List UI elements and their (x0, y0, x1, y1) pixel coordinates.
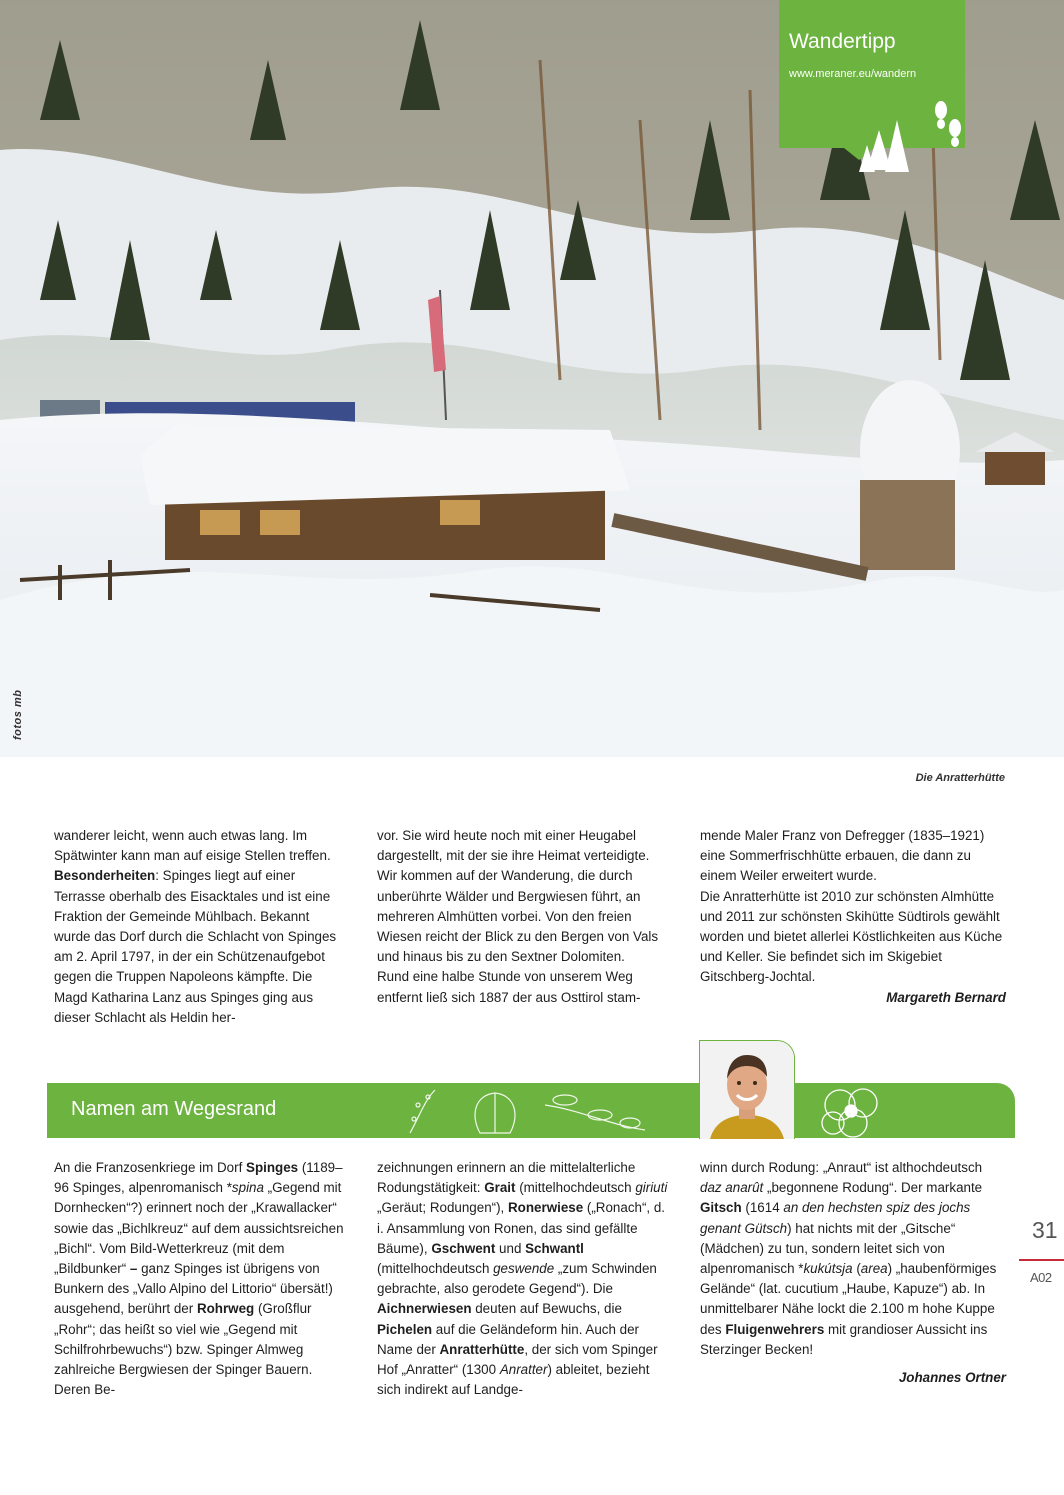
page-number: 31 (1032, 1217, 1058, 1243)
article2-paragraph: An die Franzosenkriege im Dorf Spinges (1189–96 Spinges, alpenromanisch *spina „Gegend mit Dornhecken“?) erinnert noch der „Krawallacker“ sowie das „Bichlkreuz“ auf dem aussichtsreichen „Bichl“. Vom Bild-Wetterkreuz (mit dem „Bildbunker“ – ganz Spinges ist übrigens von Bunkern des „Vallo Alpino del Littorio“ übersät!) ausgehend, berührt der Rohrweg (Großflur „Rohr“; das heißt so viel wie „Gegend mit Schilfrohrbewuchs“) bzw. Spinger Almweg zahlreiche Bergwiesen der Spinger Bauern. Deren Be- (54, 1160, 344, 1398)
author-portrait (699, 1040, 795, 1139)
article2-col1 (54, 1158, 346, 1400)
label-besonderheiten: Besonderheiten (54, 868, 156, 884)
wandertipp-title: Wandertipp (789, 30, 896, 53)
article1-author: Margareth Bernard (886, 989, 1006, 1005)
article2-paragraph: zeichnungen erinnern an die mittelalterliche Rodungstätigkeit: Grait (mittelhochdeutsch giriuti „Geräut; Rodungen“), Ronerwiese („Ronach“, d. i. Ansammlung von Ronen, das sind gefällte Bäume), Gschwent und Schwantl (mittelhochdeutsch geswende „zum Schwinden gebrachte, also gerodete Gegend“). Die Aichnerwiesen deuten auf Bewuchs, die Pichelen auf die Geländeform hin. Auch der Name der Anratterhütte, der sich vom Spinger Hof „Anratter“ (1300 Anratter) ableitet, bezieht sich indirekt auf Landge- (377, 1160, 668, 1398)
article1-col3 (700, 826, 1006, 1008)
article2-col3 (700, 1158, 1006, 1388)
article1-col2 (377, 826, 669, 1008)
section-title: Namen am Wegesrand (71, 1098, 277, 1120)
page-code: A02 (1030, 1270, 1052, 1285)
article1-paragraph: Wir kommen auf der Wanderung, die durch unberührte Wälder und Bergwiesen führt, an mehreren Almhütten vorbei. Von den freien Wiesen reicht der Blick zu den Bergen von Vals und hinaus bis zu den Sextner Dolomiten. (377, 868, 659, 965)
page-rule (1019, 1259, 1064, 1261)
article1-paragraph: mende Maler Franz von Defregger (1835–1921) eine Sommerfrischhütte erbauen, die dann zu einem Weiler erweitert wurde. (700, 828, 985, 884)
wandertipp-url[interactable]: www.meraner.eu/wandern (789, 68, 917, 80)
botanical-ornament-icon (400, 1085, 700, 1137)
article1-paragraph: Rund eine halbe Stunde von unserem Weg entfernt ließ sich 1887 der aus Osttirol stam- (377, 969, 641, 1005)
article1-paragraph: wanderer leicht, wenn auch etwas lang. Im Spätwinter kann man auf eisige Stellen treffen. (54, 828, 331, 864)
article2-col2 (377, 1158, 669, 1400)
wandertipp-ribbon (779, 0, 965, 178)
article2-paragraph: winn durch Rodung: „Anraut“ ist althochdeutsch daz anarût „begonnene Rodung“. Der markante Gitsch (1614 an den hechsten spiz des jochs genant Gütsch) hat nichts mit der „Gitsche“ (Mädchen) zu tun, sondern leitet sich von alpenromanisch *kukútsja (area) „haubenförmiges Gelände“ (lat. cucutium „Haube, Kapuze“) ab. In unmittelbarer Nähe lockt die 2.100 m hohe Kuppe des Fluigenwehrers mit grandioser Aussicht ins Sterzinger Becken! (700, 1160, 997, 1357)
photo-caption: Die Anratterhütte (915, 772, 1005, 784)
photo-credit: fotos mb (12, 689, 24, 740)
article2-author: Johannes Ortner (898, 1370, 1006, 1386)
article1-paragraph: Die Anratterhütte ist 2010 zur schönsten Almhütte und 2011 zur schönsten Skihütte Südtirols gewählt worden und bietet allerlei Köstlichkeiten aus Küche und Keller. Sie befindet sich im Skigebiet Gitschberg-Jochtal. (700, 888, 1003, 985)
article1-col1 (54, 826, 346, 1028)
flower-icon (818, 1083, 888, 1138)
article1-paragraph: Besonderheiten: Spinges liegt auf einer Terrasse oberhalb des Eisacktales und ist eine Fraktion der Gemeinde Mühlbach. Bekannt wurde das Dorf durch die Schlacht von Spinges am 2. April 1797, in der ein Schützenaufgebot gegen die Truppen Napoleons kämpfte. Die Magd Katharina Lanz aus Spinges ging aus dieser Schlacht als Heldin her- (54, 868, 337, 1025)
article1-paragraph: vor. Sie wird heute noch mit einer Heugabel dargestellt, mit der sie ihre Heimat verteidigte. (377, 828, 650, 864)
